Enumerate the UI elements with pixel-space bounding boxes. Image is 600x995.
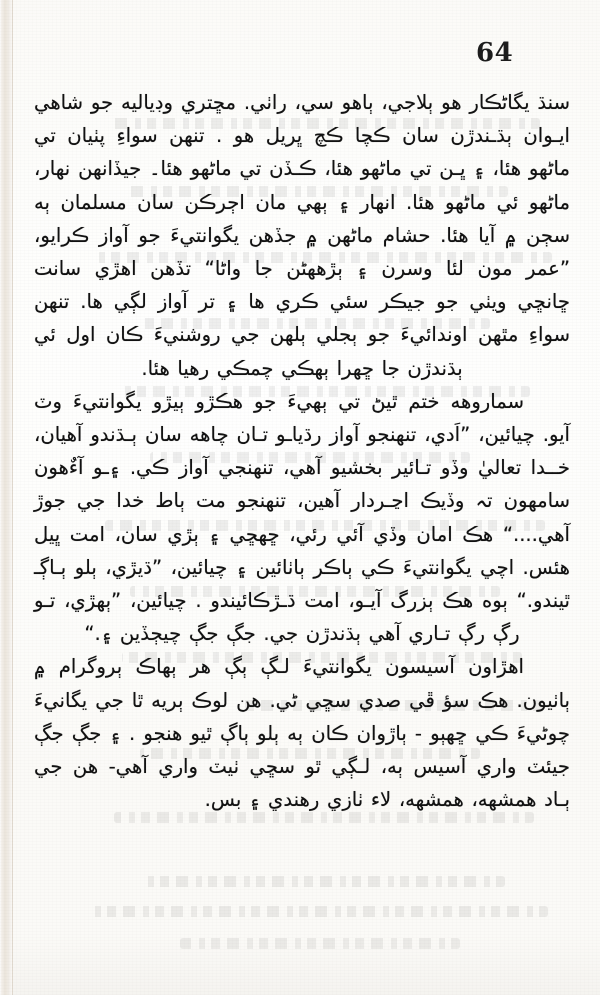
bleed-line: [180, 938, 460, 949]
paragraph-3: اهڙاون آسيسون يگوانتيءَ لـڳ ٻڳ هر ٻهاڪ ٻروگرام ۾ ٻاٺيون. هڪ سؤ ڦي صدي سڇي ڻي. هن لوڪ ٻريه ٿا جي يگانيءَ چوڻيءَ ڪي ڇهٻو - ٻاڙوان ڪان ٻه ٻلو ٻاڳ ٿيو هنجو . ۽ جڳ جڳ جيئٽ واري آسيس ٻه، لـڳي ٿو سڇي ٺيٽ واري آهي- هن جي ٻـاد همشهه، همشهه، لاء ٺازي رهندي ۽ بس.: [34, 655, 570, 812]
page-text-body: [34, 86, 570, 816]
bleed-line: [145, 876, 505, 887]
paragraph-1: سنڌ يگاڻڪار هو ٻلاجي، ٻاهو سي، راٺي. مڇتري وڊياليه جو شاهي ايـوان ٻڌـندڙن سان ڪچا ڪچ ڀريل هو . تنهن سواءِ پٺيان تي ماڻهو هئا، ۽ ڀـن تي ماڻهو هئا، ڪـڏن تي ماڻهو هئا۔ جيڏانهن نهار، ماڻهو ئي ماڻهو هئا. انهار ۽ ٻهي مان اڄرڪن سان مسلمان ٻه سڄن ۾ آيا هئا. حشام ماڻهن ۾ جڏهن يگوانتيءَ جو آواز ڪرايو، ”عمر مون لئا وسرن ۽ ٻڙههڻن جا واڻا“ تڏهن اهڙي سانت ڇانڇي ويٺي جو جيڪر سئي ڪري ها ۽ تر آواز لڳي ها. تنهن سواءِ مٿهن اوندائيءَ جو ٻجلي ٻلهن جي روشنيءَ ڪان اول ئي ٻڌندڙن جا ڇهرا ٻهڪي چمڪي رهيا هئا.: [34, 91, 570, 380]
bottom-edge-shading: [0, 935, 600, 995]
binding-gutter-edge: [12, 0, 13, 995]
bleed-line: [88, 906, 548, 917]
paragraph-2: سماروهه ختم ٿيڻ تي ٻهيءَ جو هڪڙو ٻيڙو يگوانتيءَ وٽ آيو. چيائين، ”اَدي، تنهنجو آواز رڌياـو تـان چاهه سان ٻـڌندو آهيان، خــدا تعاليٰ وڏو تـائير بخشيو آهي، تنهنجي آواز ڪي. ۽ـو آءٌهون سامهون تہ وڏيڪ اڃـردار آهين، تنهنجو مت ٻاط خدا جي جوڙ آهي....“ هڪ امان وڏي آئي رئي، ڇهڇي ۽ ٻڙي سان، امت ڀيل هئس. اچي يگوانتيءَ ڪي ٻاڪر ٻاٺائين ۽ چيائين، ”ڌيڙي، ٻلو ٻـاڳـ ٿيندو.“ ٻوه هڪ ٻزرگ آيـو، امت ڌـڙڪائيندو . چيائين، ”ٻهڙي، تـو رڳ رڳ تـاري آهي ٻڌندڙن جي. جڳ جڳ چيڄڏين ۽.“: [34, 389, 570, 646]
page-number: 64: [476, 38, 514, 68]
